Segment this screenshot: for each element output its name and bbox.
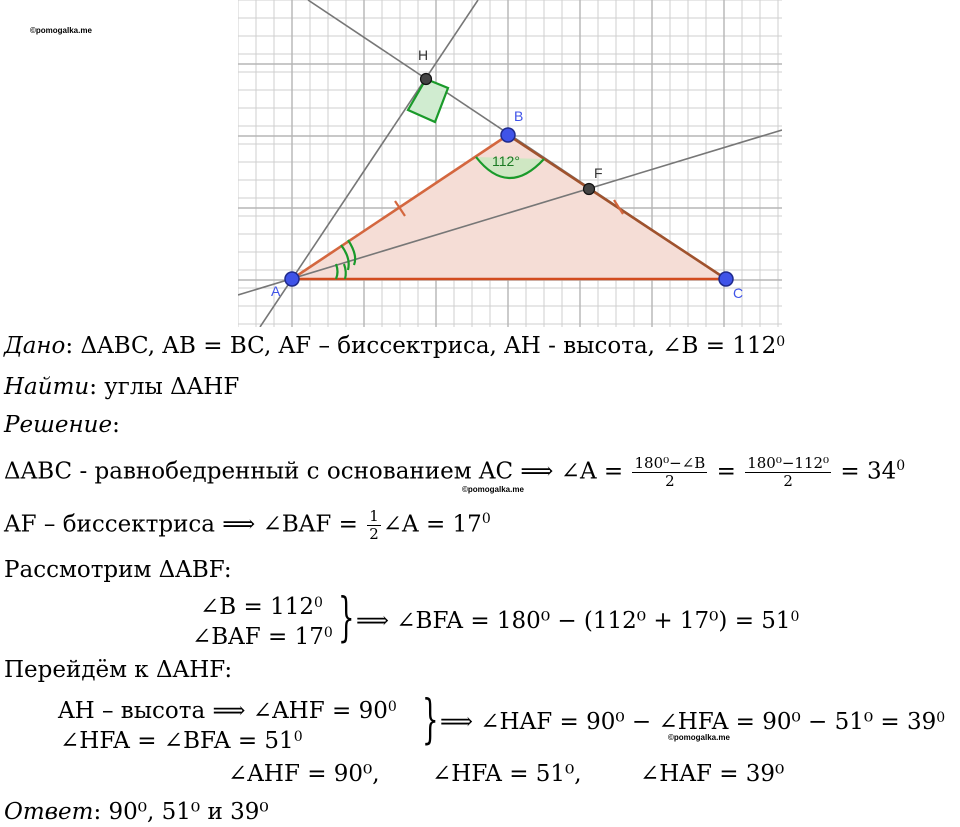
step1-sup: 0 — [896, 458, 906, 474]
find-text: : углы ΔAHF — [89, 374, 240, 400]
watermark-middle: ©pomogalka.me — [462, 485, 524, 494]
fraction-half-den: 2 — [369, 525, 379, 543]
fraction-1-den: 2 — [665, 472, 675, 490]
step1-post: = 34 — [833, 458, 897, 485]
step1-eq: = — [709, 458, 744, 485]
sys2-row1 — [58, 696, 397, 726]
step1-line — [4, 455, 905, 490]
sys2-result-text: ⟹ ∠HAF = 90⁰ − ∠HFA = 90⁰ − 51⁰ = 39 — [440, 709, 937, 735]
solution-label: Решение — [4, 412, 113, 438]
sys1-row2 — [192, 622, 333, 652]
step2-pre: AF – биссектриса ⟹ ∠BAF = — [4, 511, 366, 538]
answer-label: Ответ — [4, 799, 94, 825]
fraction-1-num: 180⁰−∠B — [634, 454, 706, 472]
step2-sup: 0 — [481, 511, 491, 527]
fraction-2 — [745, 455, 831, 490]
summary-a: ∠AHF = 90⁰, — [228, 761, 380, 787]
sys2-row2-sup: 0 — [293, 729, 303, 745]
sys1-row1 — [200, 592, 323, 622]
sys2-row1-text: AH – высота ⟹ ∠AHF = 90 — [58, 698, 388, 724]
geometry-figure — [238, 0, 782, 327]
consider-abf-line: Рассмотрим ΔABF: — [4, 557, 232, 583]
sys2-row2-text: ∠HFA = ∠BFA = 51 — [60, 728, 294, 754]
sys1-brace: } — [338, 588, 355, 648]
angle-b-label: 112° — [492, 153, 520, 169]
point-c — [719, 272, 733, 286]
sys1-row1-sup: 0 — [313, 595, 323, 611]
watermark-top: ©pomogalka.me — [30, 26, 92, 35]
solution-colon: : — [112, 412, 120, 438]
watermark-bottom: ©pomogalka.me — [668, 733, 730, 742]
step2-line — [4, 508, 491, 543]
summary-c: ∠HAF = 39⁰ — [640, 761, 785, 787]
answer-line — [4, 797, 269, 827]
point-f — [584, 184, 595, 195]
fraction-2-den: 2 — [783, 472, 793, 490]
label-b: B — [514, 108, 524, 124]
go-ahf-line: Перейдём к ΔAHF: — [4, 657, 233, 683]
sys1-result-text: ⟹ ∠BFA = 180⁰ − (112⁰ + 17⁰) = 51 — [356, 608, 791, 634]
sys1-result — [356, 606, 799, 636]
sys1-row2-sup: 0 — [323, 625, 333, 641]
label-h: H — [418, 47, 429, 63]
sys2-row1-sup: 0 — [387, 699, 397, 715]
point-a — [285, 272, 299, 286]
sys1-row1-text: ∠B = 112 — [200, 594, 314, 620]
given-line — [4, 331, 785, 361]
fraction-1 — [632, 455, 707, 490]
solution-line — [4, 410, 120, 440]
fraction-half-num: 1 — [369, 507, 379, 525]
find-line — [4, 372, 239, 402]
sys1-result-sup: 0 — [790, 609, 800, 625]
right-angle-mark — [408, 79, 448, 122]
sys2-brace: } — [422, 690, 439, 750]
sys2-result-sup: 0 — [936, 710, 946, 726]
given-sup: 0 — [776, 334, 786, 350]
label-c: C — [733, 285, 744, 301]
label-f: F — [594, 165, 603, 181]
sys2-row2 — [60, 726, 303, 756]
sys1-row2-text: ∠BAF = 17 — [192, 624, 324, 650]
fraction-2-num: 180⁰−112⁰ — [747, 454, 830, 472]
step2-post: ∠A = 17 — [382, 511, 482, 538]
point-h — [421, 74, 432, 85]
given-label: Дано — [4, 333, 66, 359]
fraction-half — [367, 508, 381, 543]
point-b — [501, 128, 515, 142]
answer-text: : 90⁰, 51⁰ и 39⁰ — [93, 799, 269, 825]
label-a: A — [271, 283, 281, 299]
step1-pre: ΔABC - равнобедренный с основанием AC ⟹ ∠A = — [4, 458, 631, 485]
given-text: : ΔABC, AB = BC, AF – биссектриса, AH - высота, ∠B = 112 — [65, 333, 777, 359]
find-label: Найти — [4, 374, 90, 400]
summary-b: ∠HFA = 51⁰, — [432, 761, 582, 787]
